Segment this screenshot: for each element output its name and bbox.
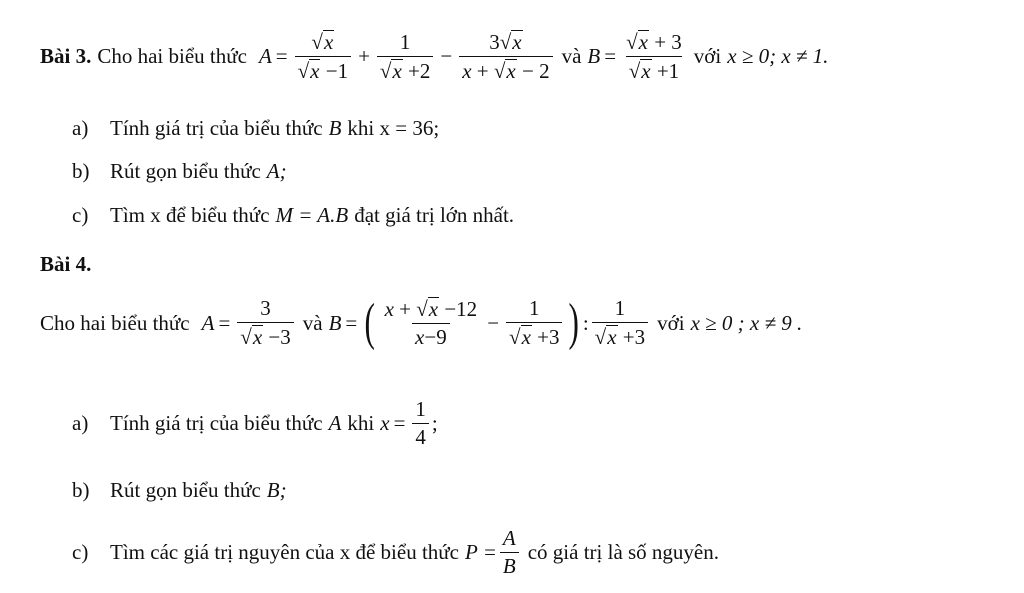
bai4-item-a: a) Tính giá trị của biểu thức A khi x = $\frac{1}{4}$ ; [72, 397, 438, 450]
bai4-cond: x ≥ 0 ; x ≠ 9 . [690, 310, 803, 335]
bai3-cond: x ≥ 0; x ≠ 1. [727, 44, 829, 69]
bai4-x-value: $\frac{1}{4}$ [412, 398, 429, 449]
bai4-and: và [302, 310, 323, 335]
bai3-and: và [561, 44, 582, 69]
expr-B: B [587, 44, 601, 69]
bai4-intro: Cho hai biểu thức [40, 310, 190, 335]
fraction-1: √ x √ x −1 [295, 30, 351, 83]
bai3-item-b: b) Rút gọn biểu thức A; [72, 159, 287, 183]
expr-A: A [258, 44, 272, 69]
bai3-statement: Bài 3. Cho hai biểu thức A = √ x √ x −1 + 1 √ x +2 − 3 √ x x + √ x − 2 và B = √ x + 3 √ x +1 với x ≥ 0; x ≠ 1. [40, 29, 829, 84]
bai4-item-c: c) Tìm các giá trị nguyên của x để biểu thức P = $\frac{A}{B}$ có giá trị là số nguyên. [72, 526, 720, 579]
bai4-fraction-B1: x + √ x −12 x−9 [384, 297, 478, 350]
bai3-item-a: a) Tính giá trị của biểu thức B khi x = 36; [72, 116, 440, 140]
bai4-item-b: b) Rút gọn biểu thức B; [72, 478, 287, 502]
bai3-cond-word: với [693, 44, 722, 69]
bai4-title: Bài 4. [40, 252, 92, 276]
bai3-item-c: c) Tìm x để biểu thức M = A.B đạt giá trị lớn nhất. [72, 203, 515, 227]
bai4-fraction-B2: 1 √ x +3 [506, 297, 562, 349]
bai4-cond-word: với [657, 310, 685, 335]
bai3-intro: Cho hai biểu thức [97, 44, 247, 69]
fraction-3: 3 √ x x + √ x − 2 [459, 30, 552, 83]
fraction-2: 1 √ x +2 [377, 31, 433, 83]
bai4-title-line [40, 252, 91, 277]
bai4-fraction-B3: 1 √ x +3 [592, 297, 648, 349]
fraction-P: $\frac{A}{B}$ [500, 527, 519, 578]
bai3-title: Bài 3. [40, 44, 92, 69]
bai4-statement: Cho hai biểu thức A = 3 √ x −3 và B = ( x + √ x −12 x−9 − 1 √ x +3 ) : 1 √ x +3 với x ≥ 0 ; x ≠ 9 . [40, 294, 803, 352]
fraction-B: √ x + 3 √ x +1 [626, 30, 682, 84]
bai4-fraction-A: 3 √ x −3 [237, 297, 293, 349]
